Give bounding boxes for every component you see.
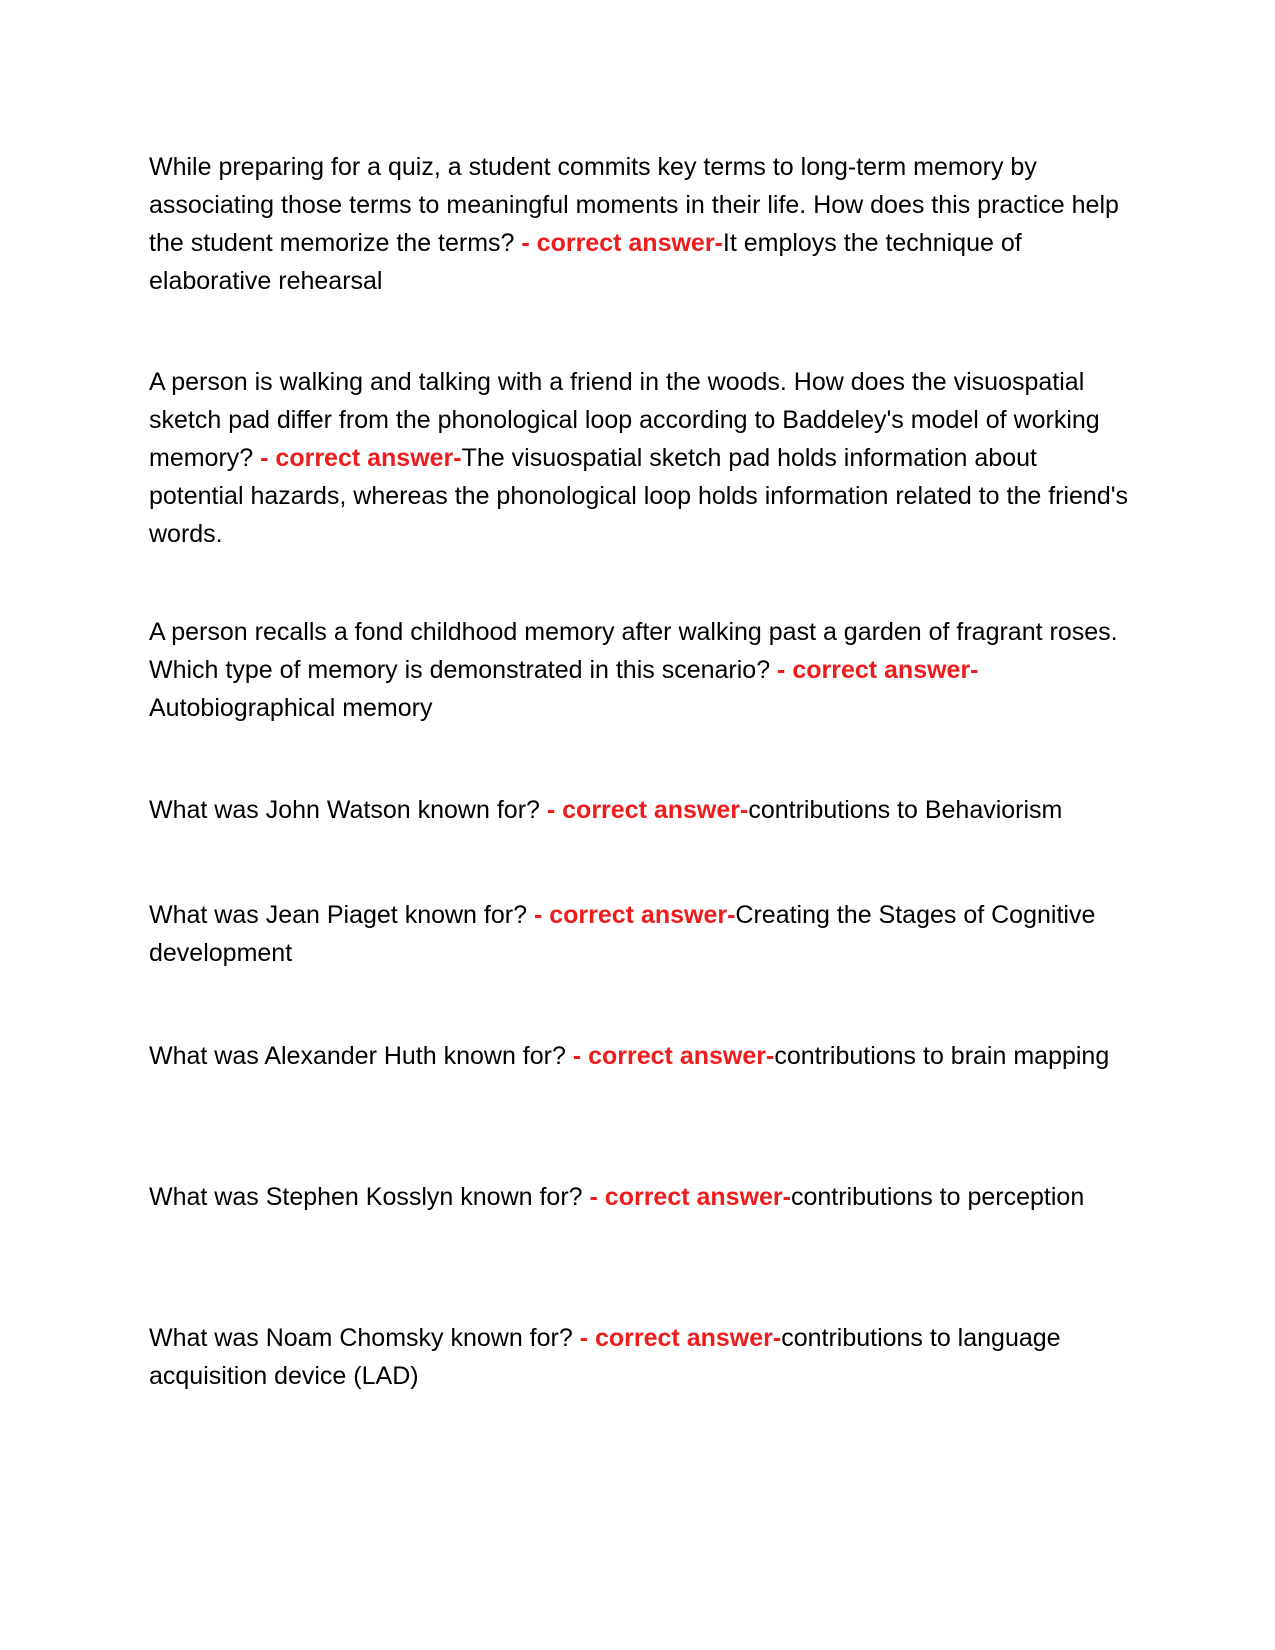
qa-item-5	[149, 896, 1129, 972]
qa-item-6	[149, 1037, 1129, 1075]
question-text: What was Noam Chomsky known for?	[149, 1324, 573, 1352]
question-text: A person recalls a fond childhood memory after walking past a garden of fragrant roses. Which type of memory is demonstrated in this scenario?	[149, 618, 1118, 684]
correct-answer-marker: - correct answer-	[579, 1324, 782, 1352]
qa-item-1	[149, 148, 1129, 300]
question-text: A person is walking and talking with a friend in the woods. How does the visuospatial sketch pad differ from the phonological loop according to Baddeley's model of working memory?	[149, 368, 1100, 472]
question-text: While preparing for a quiz, a student commits key terms to long-term memory by associating those terms to meaningful moments in their life. How does this practice help the student memorize the terms?	[149, 153, 1119, 257]
answer-text: Autobiographical memory	[149, 694, 433, 722]
question-text: What was Alexander Huth known for?	[149, 1042, 566, 1070]
answer-text: contributions to language acquisition device (LAD)	[149, 1324, 1061, 1390]
answer-text: contributions to perception	[790, 1183, 1085, 1211]
qa-item-8	[149, 1319, 1129, 1395]
correct-answer-marker: - correct answer-	[521, 229, 723, 257]
question-text: What was John Watson known for?	[149, 796, 540, 824]
correct-answer-marker: - correct answer-	[589, 1183, 791, 1211]
qa-item-4	[149, 791, 1129, 829]
correct-answer-marker: - correct answer-	[572, 1042, 775, 1070]
answer-text: The visuospatial sketch pad holds information about potential hazards, whereas the phonological loop holds information related to the friend's words.	[149, 444, 1129, 548]
answer-text: Creating the Stages of Cognitive development	[149, 901, 1096, 967]
qa-item-2	[149, 363, 1129, 553]
answer-text: contributions to Behaviorism	[748, 796, 1063, 824]
correct-answer-marker: - correct answer-	[533, 901, 736, 929]
correct-answer-marker: - correct answer-	[260, 444, 462, 472]
answer-text: It employs the technique of elaborative rehearsal	[149, 229, 1022, 295]
qa-item-7	[149, 1178, 1129, 1216]
answer-text: contributions to brain mapping	[774, 1042, 1110, 1070]
qa-item-3	[149, 613, 1129, 727]
correct-answer-marker: - correct answer-	[777, 656, 979, 684]
correct-answer-marker: - correct answer-	[546, 796, 749, 824]
question-text: What was Stephen Kosslyn known for?	[149, 1183, 583, 1211]
question-text: What was Jean Piaget known for?	[149, 901, 527, 929]
